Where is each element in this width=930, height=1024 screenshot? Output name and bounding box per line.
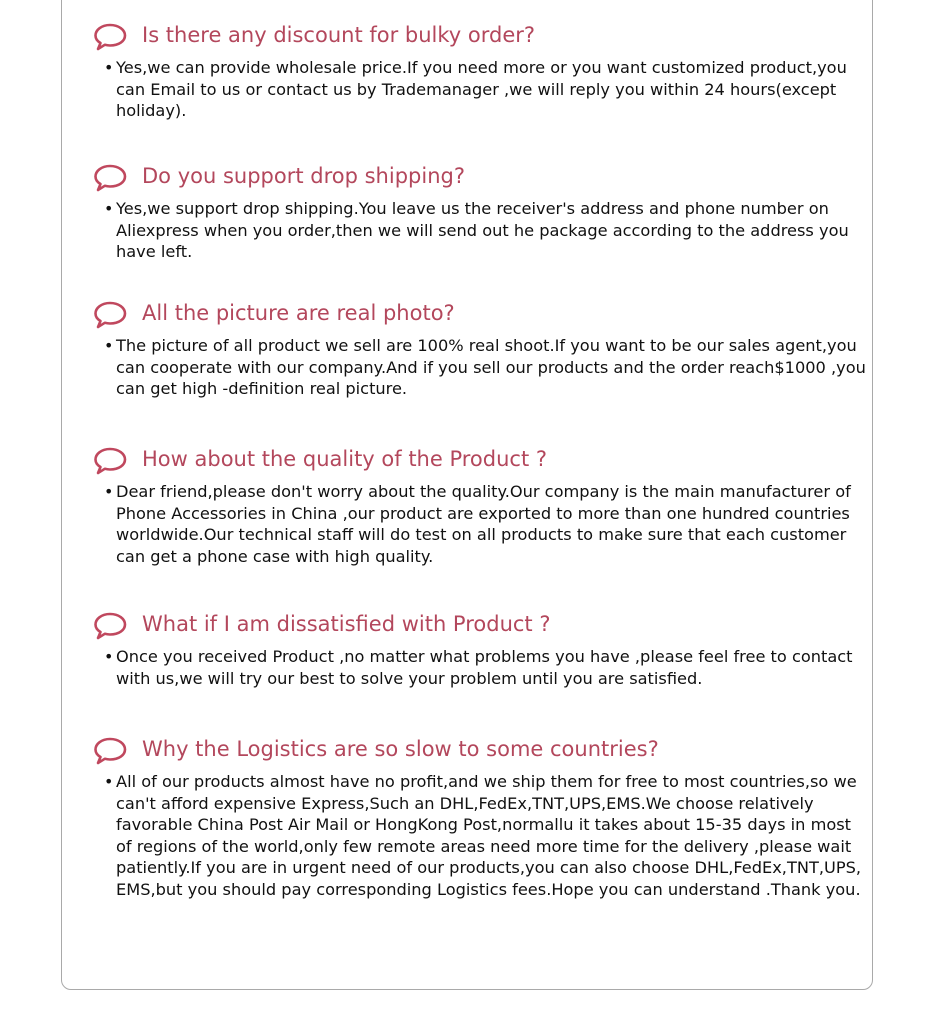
- faq-answer: [93, 198, 868, 263]
- faq-question: [93, 734, 883, 768]
- faq-answer-text: Once you received Product ,no matter what problems you have ,please feel free to contact with us,we will try our best to solve your problem until you are satisfied.: [116, 647, 853, 688]
- speech-bubble-icon: [93, 301, 127, 329]
- faq-answer: [93, 57, 868, 122]
- bullet: •: [104, 58, 114, 77]
- faq-item-real-photo: [93, 298, 883, 400]
- speech-bubble-icon: [93, 612, 127, 640]
- faq-question-text: What if I am dissatisfied with Product ?: [142, 612, 551, 636]
- faq-answer: [93, 771, 868, 901]
- faq-answer-text: Yes,we support drop shipping.You leave us the receiver's address and phone number on Aliexpress when you order,then we will send out he package according to the address you have left.: [116, 199, 849, 262]
- faq-item-logistics: [93, 734, 883, 901]
- bullet: •: [104, 647, 114, 666]
- faq-question-text: All the picture are real photo?: [142, 301, 455, 325]
- faq-answer-text: Dear friend,please don't worry about the quality.Our company is the main manufacturer of Phone Accessories in China ,our product are exported to more than one hundred countries worldwide.Our technical staff will do test on all products to make sure that each customer can get a phone case with high quality.: [116, 482, 851, 566]
- faq-item-discount: [93, 20, 883, 122]
- speech-bubble-icon: [93, 23, 127, 51]
- faq-item-drop-shipping: [93, 161, 883, 263]
- speech-bubble-icon: [93, 737, 127, 765]
- bullet: •: [104, 482, 114, 501]
- bullet: •: [104, 336, 114, 355]
- faq-question-text: How about the quality of the Product ?: [142, 447, 548, 471]
- speech-bubble-icon: [93, 447, 127, 475]
- faq-question-text: Is there any discount for bulky order?: [142, 23, 536, 47]
- faq-item-dissatisfied: [93, 609, 883, 689]
- faq-item-quality: [93, 444, 883, 567]
- faq-question: [93, 444, 883, 478]
- faq-question: [93, 609, 883, 643]
- bullet: •: [104, 772, 114, 791]
- faq-question: [93, 161, 883, 195]
- faq-answer-text: Yes,we can provide wholesale price.If you need more or you want customized product,you can Email to us or contact us by Trademanager ,we will reply you within 24 hours(except holiday).: [116, 58, 847, 121]
- faq-answer: [93, 335, 868, 400]
- faq-answer-text: The picture of all product we sell are 100% real shoot.If you want to be our sales agent,you can cooperate with our company.And if you sell our products and the order reach$1000 ,you can get high -definition real picture.: [116, 336, 866, 399]
- faq-question: [93, 20, 883, 54]
- faq-answer: [93, 481, 868, 567]
- faq-question-text: Why the Logistics are so slow to some countries?: [142, 737, 659, 761]
- faq-answer: [93, 646, 868, 689]
- faq-answer-text: All of our products almost have no profit,and we ship them for free to most countries,so we can't afford expensive Express,Such an DHL,FedEx,TNT,UPS,EMS.We choose relatively favorable China Post Air Mail or HongKong Post,normallu it takes about 15-35 days in most of regions of the world,only few remote areas need more time for the delivery ,please wait patiently.If you are in urgent need of our products,you can also choose DHL,FedEx,TNT,UPS, EMS,but you should pay corresponding Logistics fees.Hope you can understand .Thank you.: [116, 772, 862, 899]
- bullet: •: [104, 199, 114, 218]
- faq-question-text: Do you support drop shipping?: [142, 164, 465, 188]
- speech-bubble-icon: [93, 164, 127, 192]
- faq-question: [93, 298, 883, 332]
